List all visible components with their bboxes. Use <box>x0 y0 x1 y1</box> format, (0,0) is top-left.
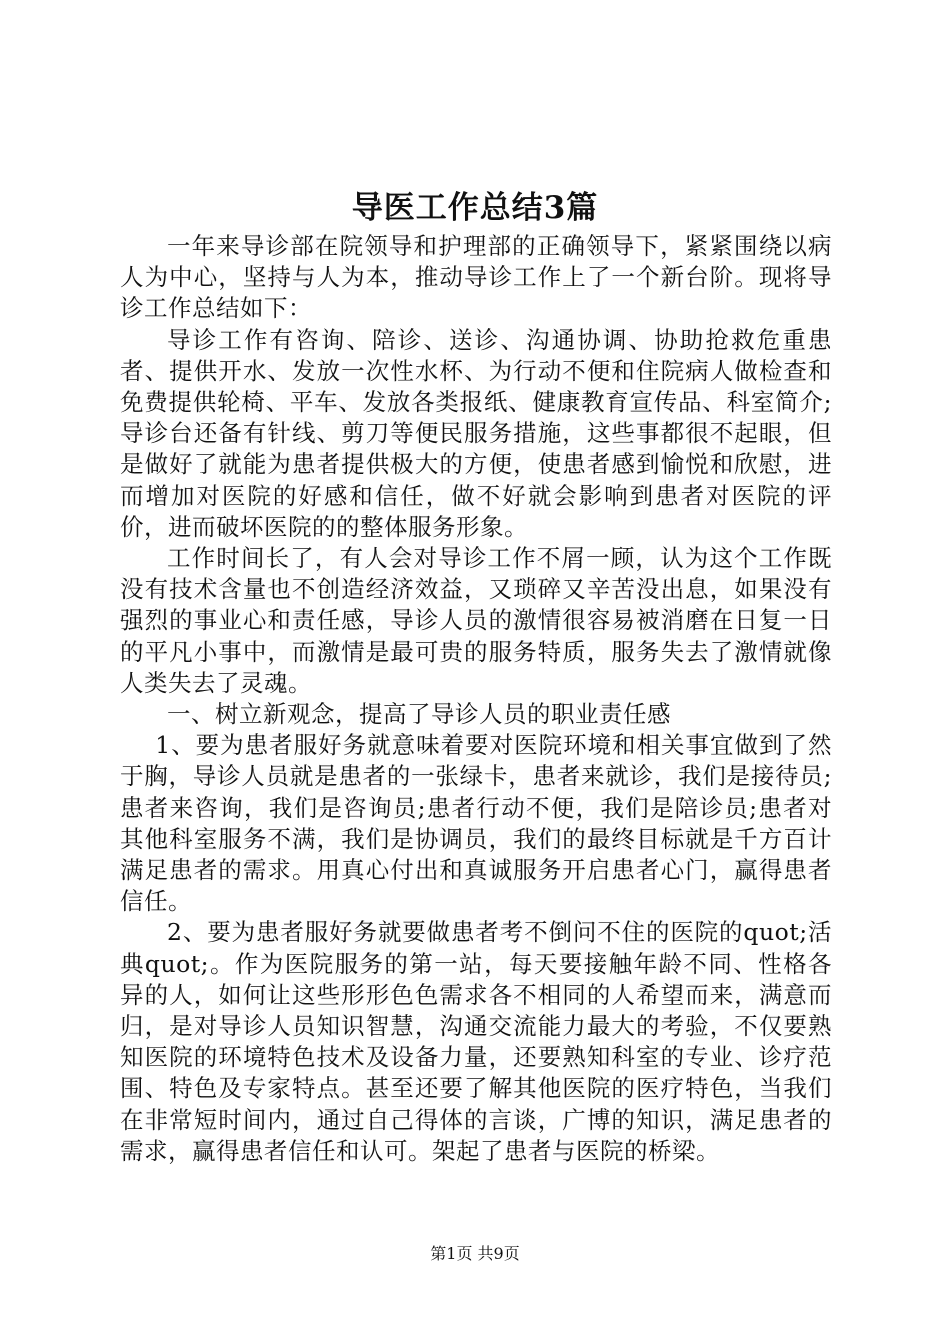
paragraph-intro: 一年来导诊部在院领导和护理部的正确领导下，紧紧围绕以病人为中心，坚持与人为本，推动导诊工作上了一个新台阶。现将导诊工作总结如下： <box>120 232 832 323</box>
paragraph-item-2: 2、要为患者服好务就要做患者考不倒问不住的医院的quot;活典quot;。作为医院服务的第一站，每天要接触年龄不同、性格各异的人，如何让这些形形色色需求各不相同的人希望而来，满意而归，是对导诊人员知识智慧，沟通交流能力最大的考验，不仅要熟知医院的环境特色技术及设备力量，还要熟知科室的专业、诊疗范围、特色及专家特点。甚至还要了解其他医院的医疗特色，当我们在非常短时间内，通过自己得体的言谈，广博的知识，满足患者的需求，赢得患者信任和认可。架起了患者与医院的桥梁。 <box>120 918 832 1165</box>
paragraph-duties: 导诊工作有咨询、陪诊、送诊、沟通协调、协助抢救危重患者、提供开水、发放一次性水杯、为行动不便和住院病人做检查和免费提供轮椅、平车、发放各类报纸、健康教育宣传品、科室简介;导诊台还备有针线、剪刀等便民服务措施，这些事都很不起眼，但是做好了就能为患者提供极大的方便，使患者感到愉悦和欣慰，进而增加对医院的好感和信任，做不好就会影响到患者对医院的评价，进而破坏医院的的整体服务形象。 <box>120 325 832 541</box>
paragraph-passion: 工作时间长了，有人会对导诊工作不屑一顾，认为这个工作既没有技术含量也不创造经济效益，又琐碎又辛苦没出息，如果没有强烈的事业心和责任感，导诊人员的激情很容易被消磨在日复一日的平凡小事中，而激情是最可贵的服务特质，服务失去了激情就像人类失去了灵魂。 <box>120 544 832 697</box>
section-heading-1: 一、树立新观念，提高了导诊人员的职业责任感 <box>167 700 671 729</box>
page-footer: 第1页 共9页 <box>430 1244 520 1263</box>
paragraph-item-1: 1、要为患者服好务就意味着要对医院环境和相关事宜做到了然于胸，导诊人员就是患者的一张绿卡，患者来就诊，我们是接待员;患者来咨询，我们是咨询员;患者行动不便，我们是陪诊员;患者对其他科室服务不满，我们是协调员，我们的最终目标就是千方百计满足患者的需求。用真心付出和真诚服务开启患者心门，赢得患者信任。 <box>120 731 832 916</box>
document-title: 导医工作总结3篇 <box>351 190 599 226</box>
document-body <box>120 231 832 1167</box>
